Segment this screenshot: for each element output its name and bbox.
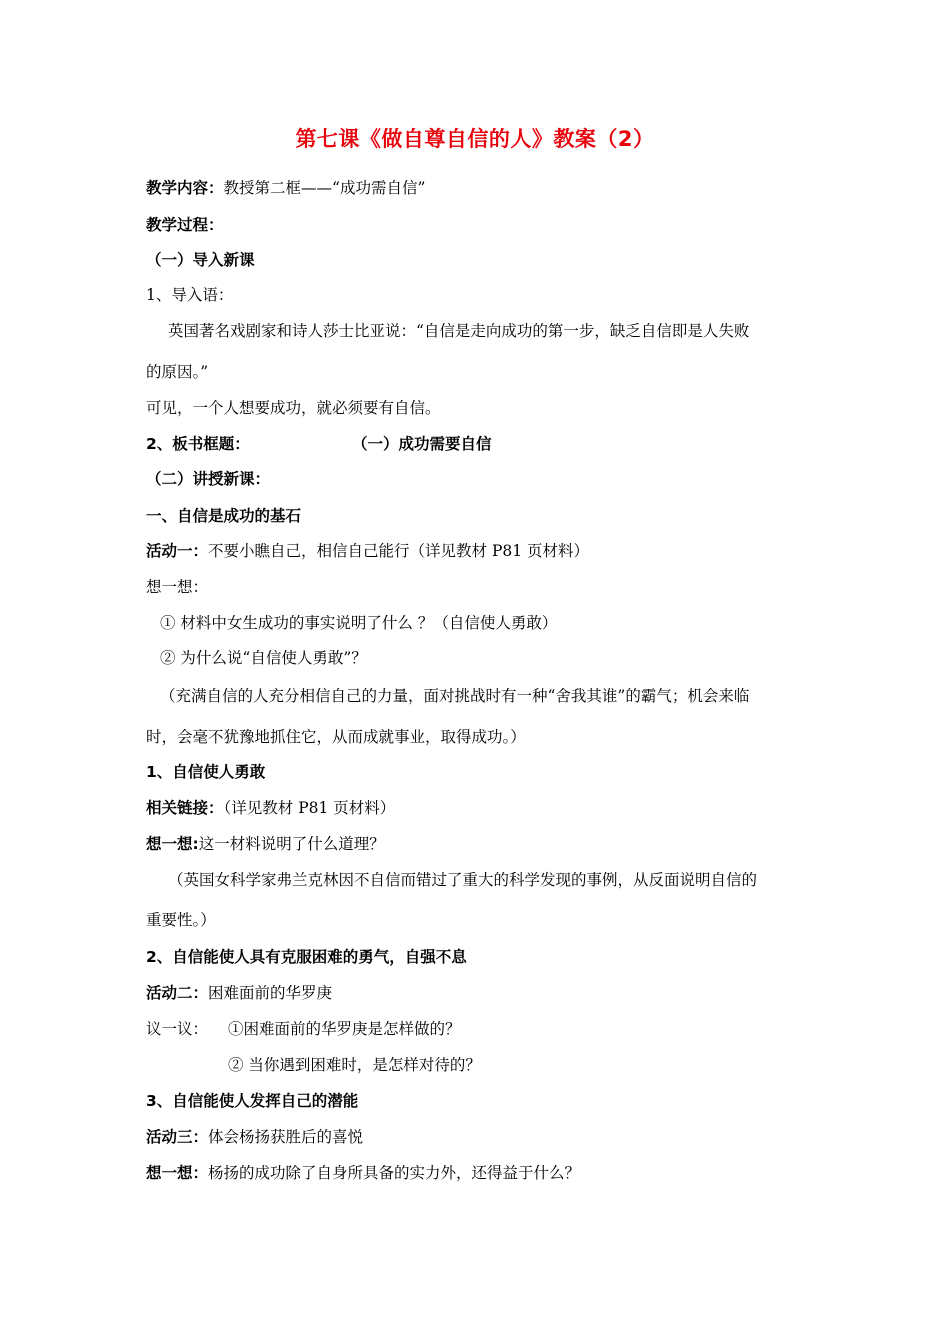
label: （二） — [146, 470, 193, 488]
label: 活动三： — [146, 1128, 209, 1146]
think-3-line — [146, 1163, 580, 1183]
activity-one-line — [146, 541, 589, 561]
section-intro-heading — [146, 250, 255, 270]
discuss-label — [146, 1019, 208, 1039]
board-title-value — [352, 434, 492, 454]
point-1-heading — [146, 762, 265, 782]
think-line — [146, 577, 208, 597]
quote-line-2 — [146, 362, 208, 382]
heading-confidence-foundation — [146, 506, 301, 526]
text: 讲授新课： — [192, 470, 271, 488]
text: 议一议： — [146, 1020, 209, 1038]
teaching-process-heading — [146, 215, 224, 235]
text: 体会杨扬获胜后的喜悦 — [208, 1128, 364, 1146]
explanation-line-1 — [168, 870, 757, 890]
label: 想一想： — [146, 1164, 209, 1182]
conclusion-line — [146, 398, 441, 418]
label: 教学内容： — [146, 179, 224, 197]
text: 困难面前的华罗庚 — [208, 984, 333, 1002]
text: 不要小瞧自己，相信自己能行（详见教材 P81 页材料） — [208, 542, 590, 560]
question-2-line — [160, 648, 367, 668]
label: 相关链接： — [146, 799, 224, 817]
text: （充满自信的人充分相信自己的力量，面对挑战时有一种“舍我其谁”的霸气；机会来临 — [160, 687, 750, 705]
label: 2、自信能使人具有克服困难的勇气，自强不息 — [146, 948, 467, 966]
label: 想一想: — [146, 835, 199, 853]
explanation-line-2 — [146, 910, 216, 930]
text: 1、导入语： — [146, 286, 234, 304]
text: （详见教材 P81 页材料） — [223, 799, 396, 817]
label: 3、自信能使人发挥自己的潜能 — [146, 1092, 359, 1110]
document-title: 第七课《做自尊自信的人》教案（2） — [295, 127, 655, 151]
point-3-heading — [146, 1091, 358, 1111]
text: ② 当你遇到困难时，是怎样对待的？ — [228, 1056, 481, 1074]
text: ② 为什么说“自信使人勇敢”？ — [160, 649, 367, 667]
label: 活动二： — [146, 984, 209, 1002]
text: ①困难面前的华罗庚是怎样做的？ — [228, 1020, 461, 1038]
answer-line-1 — [160, 686, 749, 706]
text: 英国著名戏剧家和诗人莎士比亚说：“自信是走向成功的第一步，缺乏自信即是人失败 — [168, 322, 750, 340]
activity-two-line — [146, 983, 332, 1003]
discuss-question-1 — [228, 1019, 461, 1039]
discuss-question-2 — [228, 1055, 481, 1075]
label: 教学过程： — [146, 216, 224, 234]
label: 一、自信是成功的基石 — [146, 507, 302, 525]
text: 时，会毫不犹豫地抓住它，从而成就事业，取得成功。） — [146, 728, 526, 746]
text: 教授第二框——“成功需自信” — [223, 179, 426, 197]
label: 1、自信使人勇敢 — [146, 763, 266, 781]
text: （英国女科学家弗兰克林因不自信而错过了重大的科学发现的事例，从反面说明自信的 — [168, 871, 758, 889]
text: 的原因。” — [146, 363, 209, 381]
section-new-lesson-heading — [146, 469, 270, 489]
text: 杨扬的成功除了自身所具备的实力外，还得益于什么？ — [208, 1164, 581, 1182]
label: （一）导入新课 — [146, 251, 255, 269]
question-1-line — [160, 613, 557, 633]
board-title-label — [146, 434, 250, 454]
text: 重要性。） — [146, 911, 216, 929]
answer-line-2 — [146, 727, 526, 747]
intro-label-line — [146, 285, 233, 305]
activity-three-line — [146, 1127, 363, 1147]
text: 可见，一个人想要成功，就必须要有自信。 — [146, 399, 441, 417]
quote-line-1 — [168, 321, 749, 341]
teaching-content-line — [146, 178, 425, 198]
point-2-heading — [146, 947, 467, 967]
label: 2、板书框题： — [146, 435, 250, 453]
related-link-line — [146, 798, 395, 818]
text: 这一材料说明了什么道理？ — [198, 835, 385, 853]
label: （一）成功需要自信 — [352, 435, 492, 453]
think-2-line — [146, 834, 385, 854]
label: 活动一： — [146, 542, 209, 560]
text: 想一想： — [146, 578, 209, 596]
text: ① 材料中女生成功的事实说明了什么 ？（自信使人勇敢） — [160, 614, 558, 632]
